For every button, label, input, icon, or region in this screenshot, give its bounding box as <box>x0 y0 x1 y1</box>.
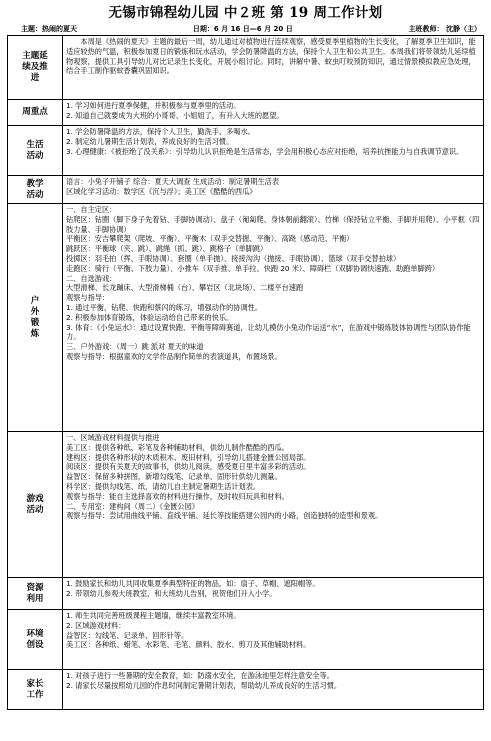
page-title: 无锡市锦程幼儿园 中２班 第 19 周工作计划 <box>108 5 383 21</box>
content-line: 观察与指导： <box>66 293 110 303</box>
content-line: 本周是《热闹的夏天》主题的最后一周，幼儿通过对植物进行连续观察，感受夏季里植物的生长变化，了解夏季卫生知识，能适应较热的气温，积极参加夏日的锻炼和玩水活动，学会防暑降温的方法，保持个人卫生和公共卫生。本周我们将带领幼儿延续植物观察，提供工具引导幼儿对比记录生长变化，开展小组讨论。同时，讲解中暑、蚊虫叮咬预防知识，通过情景模拟教应急处理，结合手工制作驱蚊香囊巩固知识。 <box>66 37 476 76</box>
content-line: 3. 心理健康：《被拒绝了没关系》：引导幼儿认识拒绝是生活常态，学会用积极心态应对拒绝，培养抗挫能力与自我调节意识。 <box>66 146 464 156</box>
row-header-line: 外 <box>30 306 40 317</box>
row-header-line: 户 <box>30 295 40 306</box>
content-line: 2. 区域游戏材料： <box>66 620 126 630</box>
row-content <box>63 126 484 176</box>
plan-row <box>8 432 484 578</box>
row-header-line: 创设 <box>26 639 44 650</box>
row-content <box>63 36 484 100</box>
row-header-line: 工作 <box>26 689 44 700</box>
content-line: 语言：小兔子开铺子 综合：夏天大调查 生成活动：制定暑期生活表 <box>66 177 280 186</box>
content-line: 益智区：勾线笔、记录单、回形针等。 <box>66 630 189 640</box>
content-line: 1. 对孩子进行一些暑期的安全教育，如：防溺水安全，在游泳池里怎样注意安全等。 <box>66 671 334 680</box>
content-line: 美工区：各种纸、蜡笔、水彩笔、毛笔、颜料、胶水、剪刀及其他辅助材料。 <box>66 640 311 650</box>
content-line: 1. 通过平衡、钻爬、快跑和蔡闪的练习，增强动作的协调性。 <box>66 302 263 312</box>
row-header-line: 续及推 <box>22 62 48 72</box>
row-header <box>8 204 63 432</box>
content-line: 2. 积极参加体育锻炼，体验运动给自己带来的快乐。 <box>66 312 234 322</box>
row-content <box>63 176 484 204</box>
row-header <box>8 432 63 578</box>
content-line: 区域化学习活动：数学区《沉与浮》；美工区《酷酷的西瓜》 <box>66 186 257 196</box>
teacher-label: 主班教师： 沈静（主） <box>408 25 481 33</box>
plan-row <box>8 126 484 176</box>
row-header-line: 活动 <box>26 150 44 161</box>
row-header <box>8 36 63 100</box>
content-line: 一、区域游戏材料提供与推进 <box>66 433 160 442</box>
content-line: 跳跃区：平衡球（夹、跳）、跳绳（抓、跳）、跳格子（单脚跳） <box>66 244 268 254</box>
content-line: 益智区：保留多种拼图，新增勾线笔、记录单、固形针供幼儿测量。 <box>66 472 282 482</box>
row-content <box>63 610 484 670</box>
row-header-line: 教学 <box>26 178 44 189</box>
content-line: 观察与指导：能自主选择喜欢的材料进行操作，及时收归玩具和材料。 <box>66 491 289 501</box>
row-header-line: 环境 <box>26 628 44 639</box>
content-line: 钻爬区：钻圈（脚下身子先着钻、手脚协调动）、盘子（匍匐爬、身体朝前翻滚）、竹梯（保持钻立平衡、手脚并用爬）、小平框（四肢力量、手脚协调） <box>66 214 480 234</box>
row-header-line: 游戏 <box>26 493 44 504</box>
content-line: 投掷区：羽毛拍（挥、手眼协调）、套圈（单手抛）、接接沟沟（抛接、手眼协调）、篮球（双手交替拍球） <box>66 253 401 263</box>
plan-row <box>8 204 484 432</box>
content-line: 一、自主定区： <box>66 205 117 214</box>
content-line: 3. 体育：《小兔运水》：通过设置快跑、平衡等障碍赛道，让幼儿模仿小兔动作运送“水”，在游戏中锻炼肢体协调性与团队协作能力。 <box>66 322 471 342</box>
row-content <box>63 578 484 610</box>
row-header <box>8 610 63 670</box>
content-line: 1. 学习如何进行夏季保健，并积极参与夏季里的活动。 <box>66 101 241 110</box>
row-header-line: 主题延 <box>22 51 48 61</box>
row-header-line: 生活 <box>26 139 44 150</box>
content-line: 2. 请家长尽量按照幼儿园的作息时间制定暑期计划表，帮助幼儿养成良好的生活习惯。 <box>66 680 342 690</box>
plan-row <box>8 610 484 670</box>
row-content <box>63 670 484 710</box>
row-header-line: 进 <box>30 73 40 83</box>
content-line: 二、自选游戏： <box>66 273 117 283</box>
content-line: 三、户外游戏：（周一）跳 派对 夏天的味道 <box>66 342 204 352</box>
plan-row <box>8 36 484 100</box>
content-line: 走跑区：骑行（平衡、下肢力量）、小推车（双手推、单手拉、快跑 20 米）、障碍栏（双脚协调快速跑、助跑单脚跨） <box>66 263 440 273</box>
content-line: 建构区：提供各种形状的木质积木、废旧材料，引导幼儿搭建金匮公园局部。 <box>66 452 311 462</box>
row-header <box>8 578 63 610</box>
content-line: 2. 制定幼儿暑期生活计划表，养成良好的生活习惯。 <box>66 136 234 146</box>
date-range: 日期：6 月 16 日—6 月 20 日 <box>192 25 293 33</box>
plan-row <box>8 578 484 610</box>
plan-row <box>8 670 484 710</box>
content-line: 观察与指导：尝试用曲线平铺、直线平铺、延长等技能搭建公园内的小路，创造独特的造型和景观。 <box>66 511 383 521</box>
plan-row <box>8 176 484 204</box>
row-content <box>63 204 484 432</box>
row-header-line: 利用 <box>26 593 44 604</box>
content-line: 观察与指导：根据童欢的文学作品制作简单的表演道具，布置场景。 <box>66 351 282 361</box>
row-header-line: 活动 <box>26 504 44 515</box>
content-line: 阅读区：提供有关夏天的故事书，供幼儿阅读，感受夏日里丰富多彩的活动。 <box>66 462 311 472</box>
meta-line <box>7 24 484 35</box>
plan-row <box>8 100 484 126</box>
row-header-line: 锻 <box>30 317 40 328</box>
content-line: 科学区：提供勾线笔、纸，请幼儿自主制定暑期生活计划表。 <box>66 481 261 491</box>
content-line: 平衡区：安吉攀爬架（爬坡、平衡）、平衡木（双手交替握、平衡）、高跷（感动范、平衡） <box>66 234 354 244</box>
content-line: 美工区：提供各种纸、彩笔及各种辅助材料，供幼儿制作酷酷的西瓜。 <box>66 442 289 452</box>
row-header <box>8 176 63 204</box>
row-header-line: 炼 <box>30 328 40 339</box>
row-header-line: 资源 <box>26 582 44 593</box>
row-header-line: 家长 <box>26 678 44 689</box>
content-line: 2. 带领幼儿参观大班教室，和大班幼儿告别，祝贺他们升入小学。 <box>66 588 277 598</box>
row-content <box>63 432 484 578</box>
content-line: 大型滑梯、长龙蹦床、大型滑梯桶（台）、攀岩区（北块场）、二楼平台速跑 <box>66 283 304 293</box>
row-header <box>8 670 63 710</box>
row-content <box>63 100 484 126</box>
content-line: 二、专用室：建构间（周二）《金匮公园》 <box>66 501 199 511</box>
row-header <box>8 100 63 126</box>
content-line: 1. 学会防暑降温的方法，保持个人卫生，勤洗手、多喝水。 <box>66 127 255 136</box>
content-line: 1. 师生共同完善班级课程主题墙，继续丰富教室环境。 <box>66 611 241 620</box>
content-line: 1. 鼓励家长和幼儿共同收集夏季典型特征的物品，如：扇子、草帽、遮阳帽等。 <box>66 579 320 588</box>
plan-page <box>7 4 484 710</box>
content-line: 2. 知道自己就要成为大班的小哥哥、小姐姐了，有升入大班的愿望。 <box>66 110 284 120</box>
row-header-line: 活动 <box>26 189 44 200</box>
row-header-line: 周重点 <box>22 107 48 117</box>
row-header <box>8 126 63 176</box>
theme-label: 主题：热闹的夏天 <box>21 25 77 33</box>
plan-table <box>7 35 484 710</box>
